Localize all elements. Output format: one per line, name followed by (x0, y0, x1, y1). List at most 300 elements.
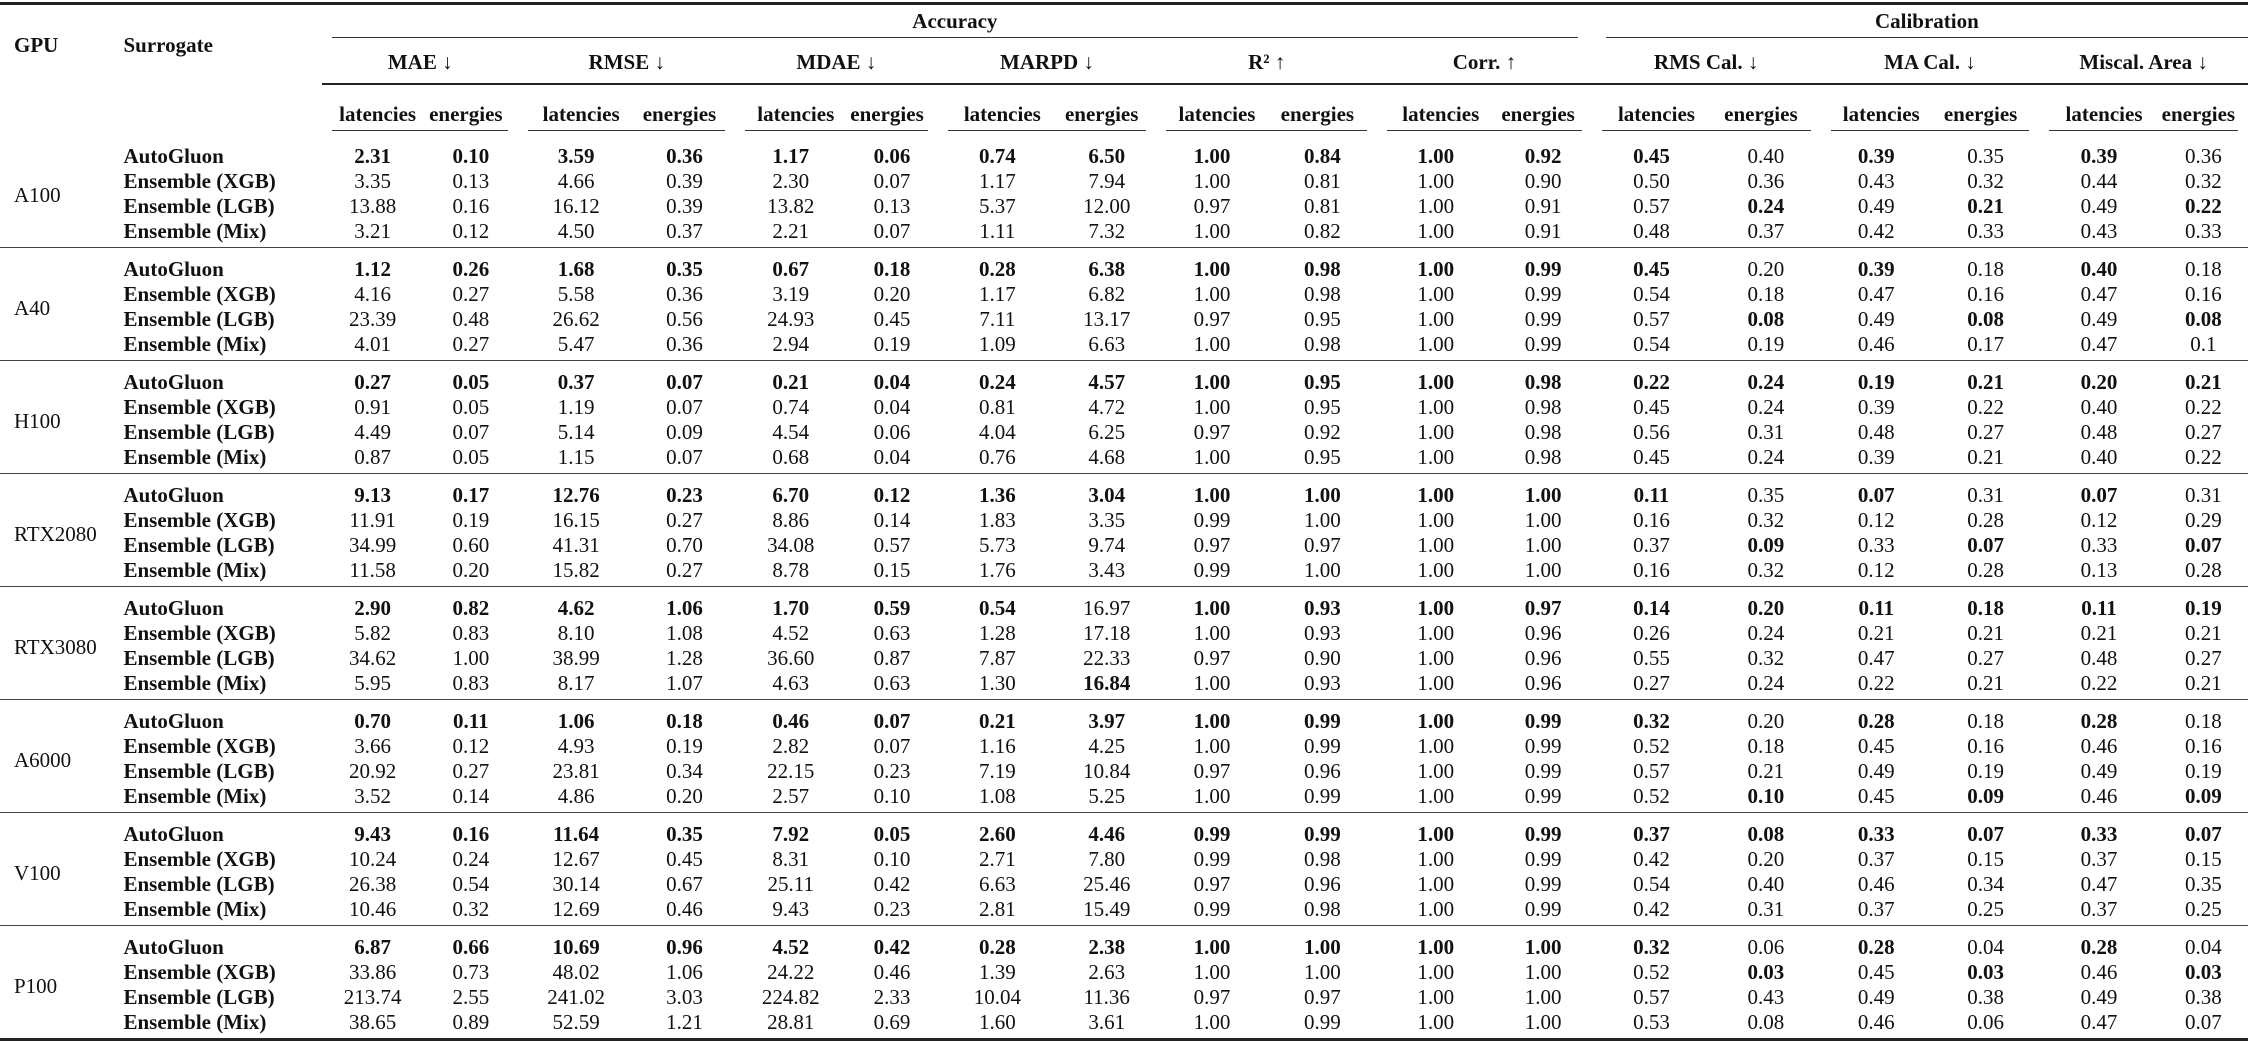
value-cell: 1.00 (1524, 934, 1562, 959)
calibration-group-header (1592, 4, 2248, 42)
value-cell: 1.11 (979, 218, 1016, 243)
value-cell: 1.00 (1524, 557, 1562, 582)
value-cell: 12.67 (552, 846, 600, 871)
value-cell: 0.99 (1524, 821, 1562, 846)
value-cell: 1.00 (1417, 369, 1455, 394)
value-cell: 12.00 (1083, 193, 1131, 218)
value-cell: 1.00 (1524, 984, 1562, 1009)
value-cell: 20.92 (349, 758, 397, 783)
value-cell: 0.09 (666, 419, 703, 444)
value-cell: 0.28 (978, 256, 1016, 281)
subcolumn-label: latencies (745, 102, 846, 131)
value-cell: 0.11 (1858, 595, 1895, 620)
metric-header-ma-cal: MA Cal. ↓ (1821, 41, 2040, 84)
value-cell: 0.35 (1967, 143, 2004, 168)
value-cell: 0.13 (2080, 557, 2118, 582)
value-cell: 1.21 (666, 1009, 703, 1034)
table-row (0, 193, 2248, 218)
value-cell: 0.54 (1633, 281, 1670, 306)
value-cell: 28.81 (767, 1009, 815, 1034)
value-cell: 1.76 (978, 557, 1016, 582)
value-cell: 0.54 (1633, 871, 1670, 896)
value-cell: 3.19 (772, 281, 810, 306)
value-cell: 0.40 (2080, 394, 2118, 419)
value-cell: 13.82 (767, 193, 815, 218)
value-cell: 0.46 (1857, 871, 1895, 896)
metric-header-row (0, 41, 2248, 84)
value-cell: 0.07 (666, 369, 703, 394)
value-cell: 24.22 (767, 959, 815, 984)
results-table-container (0, 2, 2248, 1041)
value-cell: 11.36 (1083, 984, 1130, 1009)
value-cell: 213.74 (343, 984, 402, 1009)
value-cell: 0.16 (1633, 557, 1670, 582)
value-cell: 1.00 (1417, 218, 1455, 243)
value-cell: 0.45 (666, 846, 703, 871)
subcolumn-label: energies (846, 102, 927, 131)
subcolumn-header-energies (1268, 84, 1377, 135)
value-cell: 0.96 (1524, 645, 1562, 670)
value-cell: 1.00 (1417, 645, 1455, 670)
metric-header-r: R² ↑ (1156, 41, 1377, 84)
value-cell: 0.46 (1857, 331, 1895, 356)
value-cell: 0.36 (1747, 168, 1785, 193)
table-row (0, 419, 2248, 444)
subcolumn-label: energies (2159, 102, 2238, 131)
value-cell: 0.82 (1303, 218, 1341, 243)
value-cell: 0.11 (453, 708, 489, 733)
value-cell: 0.97 (1524, 595, 1562, 620)
value-cell: 6.50 (1088, 143, 1126, 168)
value-cell: 0.19 (452, 507, 490, 532)
value-cell: 0.40 (1747, 871, 1785, 896)
subcolumn-label: latencies (1602, 102, 1711, 131)
value-cell: 0.03 (1967, 959, 2004, 984)
value-cell: 0.19 (1857, 369, 1895, 394)
value-cell: 0.99 (1193, 507, 1231, 532)
value-cell: 0.04 (873, 394, 911, 419)
value-cell: 0.04 (2185, 934, 2222, 959)
value-cell: 0.07 (873, 168, 911, 193)
value-cell: 0.43 (2080, 218, 2118, 243)
value-cell: 26.62 (552, 306, 600, 331)
value-cell: 1.00 (1417, 482, 1455, 507)
value-cell: 0.31 (1967, 482, 2004, 507)
value-cell: 0.46 (2080, 783, 2118, 808)
value-cell: 0.89 (452, 1009, 490, 1034)
value-cell: 0.63 (873, 620, 911, 645)
value-cell: 1.00 (1524, 507, 1562, 532)
value-cell: 1.00 (1417, 331, 1455, 356)
value-cell: 0.16 (2185, 281, 2222, 306)
value-cell: 0.18 (666, 708, 703, 733)
surrogate-name: Ensemble (LGB) (123, 532, 275, 557)
value-cell: 0.22 (1857, 670, 1895, 695)
value-cell: 0.45 (1633, 143, 1670, 168)
value-cell: 0.24 (1747, 444, 1785, 469)
value-cell: 0.43 (1857, 168, 1895, 193)
table-header (0, 4, 2248, 136)
table-row (0, 532, 2248, 557)
value-cell: 0.98 (1524, 419, 1562, 444)
value-cell: 25.11 (767, 871, 815, 896)
value-cell: 0.98 (1303, 896, 1341, 921)
value-cell: 0.98 (1524, 394, 1562, 419)
value-cell: 0.48 (452, 306, 490, 331)
value-cell: 0.32 (452, 896, 490, 921)
value-cell: 1.06 (557, 708, 595, 733)
value-cell: 0.97 (1193, 645, 1231, 670)
value-cell: 0.84 (1303, 143, 1341, 168)
value-cell: 1.00 (1193, 256, 1231, 281)
gpu-block-rtx3080 (0, 587, 2248, 700)
value-cell: 1.00 (1417, 733, 1455, 758)
value-cell: 0.97 (1193, 984, 1231, 1009)
gpu-block-a40 (0, 248, 2248, 361)
value-cell: 0.33 (2185, 218, 2222, 243)
value-cell: 0.09 (1967, 783, 2004, 808)
value-cell: 4.01 (354, 331, 391, 356)
value-cell: 0.22 (2080, 670, 2118, 695)
value-cell: 0.33 (1857, 821, 1895, 846)
value-cell: 0.16 (452, 193, 490, 218)
value-cell: 30.14 (552, 871, 600, 896)
value-cell: 0.03 (2185, 959, 2222, 984)
value-cell: 0.52 (1633, 733, 1670, 758)
metric-header-miscal-area: Miscal. Area ↓ (2039, 41, 2248, 84)
table-row (0, 959, 2248, 984)
value-cell: 23.81 (552, 758, 600, 783)
value-cell: 0.24 (1747, 670, 1785, 695)
value-cell: 0.19 (873, 331, 911, 356)
value-cell: 0.07 (2185, 821, 2222, 846)
value-cell: 0.28 (1857, 708, 1895, 733)
value-cell: 0.69 (873, 1009, 911, 1034)
surrogate-name: Ensemble (XGB) (123, 394, 276, 419)
value-cell: 0.28 (978, 934, 1016, 959)
value-cell: 0.12 (452, 218, 490, 243)
value-cell: 0.95 (1303, 306, 1341, 331)
value-cell: 10.69 (552, 934, 600, 959)
value-cell: 5.82 (354, 620, 391, 645)
value-cell: 0.23 (666, 482, 703, 507)
value-cell: 0.28 (1967, 507, 2004, 532)
value-cell: 0.87 (873, 645, 911, 670)
value-cell: 0.82 (452, 595, 490, 620)
value-cell: 0.83 (452, 620, 490, 645)
value-cell: 1.00 (1417, 984, 1455, 1009)
value-cell: 0.57 (873, 532, 911, 557)
value-cell: 1.00 (1524, 1009, 1562, 1034)
value-cell: 0.46 (666, 896, 703, 921)
value-cell: 6.38 (1088, 256, 1126, 281)
value-cell: 0.92 (1303, 419, 1341, 444)
value-cell: 0.37 (1633, 532, 1670, 557)
value-cell: 9.43 (772, 896, 810, 921)
value-cell: 0.49 (2080, 306, 2118, 331)
value-cell: 0.21 (1967, 193, 2004, 218)
subcolumn-header-latencies (1821, 84, 1932, 135)
value-cell: 3.35 (1088, 507, 1126, 532)
subcolumn-header-latencies (1592, 84, 1711, 135)
value-cell: 0.27 (1967, 419, 2004, 444)
value-cell: 0.21 (772, 369, 810, 394)
value-cell: 0.27 (2185, 645, 2222, 670)
value-cell: 0.35 (666, 256, 703, 281)
subcolumn-label: energies (423, 102, 508, 131)
value-cell: 4.62 (557, 595, 595, 620)
metric-header-marpd: MARPD ↓ (938, 41, 1157, 84)
value-cell: 0.50 (1633, 168, 1670, 193)
value-cell: 0.12 (1857, 557, 1895, 582)
value-cell: 0.33 (2080, 821, 2118, 846)
value-cell: 0.99 (1303, 1009, 1341, 1034)
value-cell: 0.99 (1524, 758, 1562, 783)
value-cell: 0.57 (1633, 984, 1670, 1009)
table-row (0, 846, 2248, 871)
value-cell: 6.70 (772, 482, 810, 507)
value-cell: 0.97 (1193, 532, 1231, 557)
value-cell: 3.52 (354, 783, 391, 808)
value-cell: 0.90 (1524, 168, 1562, 193)
value-cell: 0.98 (1303, 256, 1341, 281)
value-cell: 0.40 (2080, 444, 2118, 469)
value-cell: 0.99 (1193, 557, 1231, 582)
value-cell: 1.00 (1417, 896, 1455, 921)
value-cell: 0.04 (1967, 934, 2004, 959)
table-row (0, 813, 2248, 847)
accuracy-group-label: Accuracy (332, 9, 1578, 38)
value-cell: 9.13 (354, 482, 391, 507)
value-cell: 4.16 (354, 281, 391, 306)
value-cell: 4.54 (772, 419, 810, 444)
value-cell: 0.97 (1193, 419, 1231, 444)
value-cell: 0.73 (452, 959, 490, 984)
value-cell: 41.31 (552, 532, 600, 557)
value-cell: 5.95 (354, 670, 391, 695)
table-row (0, 218, 2248, 248)
value-cell: 0.99 (1303, 733, 1341, 758)
value-cell: 0.26 (452, 256, 490, 281)
value-cell: 0.06 (873, 143, 911, 168)
value-cell: 1.00 (1417, 256, 1455, 281)
value-cell: 10.46 (349, 896, 397, 921)
value-cell: 0.27 (452, 758, 490, 783)
value-cell: 0.31 (2185, 482, 2222, 507)
subcolumn-header-latencies (1377, 84, 1494, 135)
value-cell: 2.63 (1088, 959, 1126, 984)
value-cell: 4.86 (557, 783, 595, 808)
value-cell: 6.63 (978, 871, 1016, 896)
table-row (0, 281, 2248, 306)
value-cell: 5.14 (557, 419, 595, 444)
value-cell: 0.70 (666, 532, 703, 557)
value-cell: 0.49 (2080, 758, 2118, 783)
value-cell: 0.33 (1967, 218, 2004, 243)
value-cell: 0.39 (1857, 143, 1895, 168)
surrogate-name: Ensemble (XGB) (123, 620, 276, 645)
value-cell: 0.21 (978, 708, 1016, 733)
surrogate-name: Ensemble (LGB) (123, 984, 275, 1009)
value-cell: 1.00 (1303, 934, 1341, 959)
value-cell: 0.06 (1967, 1009, 2004, 1034)
subcolumn-label: energies (1495, 102, 1582, 131)
value-cell: 0.32 (1967, 168, 2004, 193)
value-cell: 3.61 (1088, 1009, 1126, 1034)
surrogate-name: AutoGluon (123, 256, 224, 281)
value-cell: 11.58 (349, 557, 396, 582)
value-cell: 0.98 (1524, 369, 1562, 394)
value-cell: 0.32 (1747, 645, 1785, 670)
value-cell: 0.19 (1747, 331, 1785, 356)
value-cell: 0.18 (2185, 708, 2222, 733)
value-cell: 6.87 (354, 934, 391, 959)
value-cell: 0.97 (1193, 306, 1231, 331)
value-cell: 0.99 (1524, 846, 1562, 871)
surrogate-name: Ensemble (XGB) (123, 733, 276, 758)
value-cell: 0.98 (1303, 281, 1341, 306)
value-cell: 0.99 (1303, 821, 1341, 846)
value-cell: 0.28 (1967, 557, 2004, 582)
value-cell: 1.00 (1417, 168, 1455, 193)
subcolumn-header-latencies (322, 84, 423, 135)
value-cell: 0.08 (1747, 306, 1785, 331)
value-cell: 0.37 (1857, 896, 1895, 921)
value-cell: 0.07 (2185, 1009, 2222, 1034)
value-cell: 0.19 (1967, 758, 2004, 783)
value-cell: 0.95 (1303, 394, 1341, 419)
value-cell: 1.00 (1303, 507, 1341, 532)
surrogate-name: AutoGluon (123, 821, 224, 846)
value-cell: 0.99 (1193, 846, 1231, 871)
value-cell: 0.59 (873, 595, 911, 620)
subcolumn-label: energies (1268, 102, 1367, 131)
table-row (0, 331, 2248, 361)
value-cell: 0.08 (2185, 306, 2222, 331)
table-row (0, 306, 2248, 331)
value-cell: 1.00 (1524, 959, 1562, 984)
gpu-name: A6000 (14, 748, 72, 772)
value-cell: 1.00 (1417, 1009, 1455, 1034)
value-cell: 1.08 (978, 783, 1016, 808)
value-cell: 0.31 (1747, 896, 1785, 921)
value-cell: 0.91 (1524, 193, 1562, 218)
surrogate-name: Ensemble (Mix) (123, 896, 267, 921)
value-cell: 1.00 (1193, 331, 1231, 356)
subcolumn-header-latencies (2039, 84, 2158, 135)
surrogate-name: Ensemble (XGB) (123, 959, 276, 984)
gpu-block-h100 (0, 361, 2248, 474)
surrogate-name: Ensemble (XGB) (123, 507, 276, 532)
table-row (0, 507, 2248, 532)
value-cell: 2.33 (873, 984, 911, 1009)
value-cell: 0.98 (1524, 444, 1562, 469)
value-cell: 1.00 (452, 645, 490, 670)
value-cell: 1.00 (1417, 507, 1455, 532)
value-cell: 0.12 (1857, 507, 1895, 532)
value-cell: 0.28 (2080, 934, 2118, 959)
subcolumn-header-energies (846, 84, 937, 135)
value-cell: 0.87 (354, 444, 391, 469)
value-cell: 1.00 (1193, 620, 1231, 645)
value-cell: 0.22 (1633, 369, 1670, 394)
value-cell: 0.23 (873, 896, 911, 921)
gpu-name: RTX2080 (14, 522, 97, 546)
value-cell: 0.13 (873, 193, 911, 218)
value-cell: 0.20 (873, 281, 911, 306)
gpu-block-p100 (0, 926, 2248, 1040)
value-cell: 1.00 (1193, 168, 1231, 193)
value-cell: 0.96 (1524, 620, 1562, 645)
value-cell: 0.96 (666, 934, 703, 959)
value-cell: 0.48 (2080, 419, 2118, 444)
value-cell: 0.37 (557, 369, 595, 394)
surrogate-name: Ensemble (Mix) (123, 444, 267, 469)
subcolumn-header-latencies (938, 84, 1057, 135)
table-row (0, 394, 2248, 419)
value-cell: 1.00 (1417, 394, 1455, 419)
metric-header-mae: MAE ↓ (322, 41, 518, 84)
value-cell: 0.76 (978, 444, 1016, 469)
value-cell: 4.68 (1088, 444, 1126, 469)
value-cell: 0.07 (873, 218, 911, 243)
value-cell: 0.21 (2080, 620, 2118, 645)
value-cell: 0.43 (1747, 984, 1785, 1009)
value-cell: 1.00 (1193, 733, 1231, 758)
gpu-name: H100 (14, 409, 61, 433)
table-row (0, 733, 2248, 758)
value-cell: 0.81 (1303, 193, 1341, 218)
table-row (0, 645, 2248, 670)
value-cell: 0.21 (1747, 758, 1785, 783)
value-cell: 0.57 (1633, 306, 1670, 331)
value-cell: 1.17 (978, 168, 1016, 193)
surrogate-name: Ensemble (Mix) (123, 1009, 267, 1034)
value-cell: 38.65 (349, 1009, 397, 1034)
value-cell: 0.13 (452, 168, 490, 193)
value-cell: 34.08 (767, 532, 815, 557)
value-cell: 0.99 (1524, 331, 1562, 356)
value-cell: 0.18 (1747, 733, 1785, 758)
value-cell: 5.25 (1088, 783, 1126, 808)
value-cell: 0.27 (2185, 419, 2222, 444)
value-cell: 0.34 (1967, 871, 2004, 896)
value-cell: 0.46 (873, 959, 911, 984)
value-cell: 26.38 (349, 871, 397, 896)
empty-cell (0, 84, 119, 135)
value-cell: 25.46 (1083, 871, 1131, 896)
subcolumn-header-latencies (518, 84, 633, 135)
value-cell: 0.16 (2185, 733, 2222, 758)
value-cell: 10.84 (1083, 758, 1131, 783)
value-cell: 2.60 (978, 821, 1016, 846)
value-cell: 0.93 (1303, 620, 1341, 645)
subcolumn-label: energies (1932, 102, 2029, 131)
value-cell: 0.17 (452, 482, 490, 507)
value-cell: 13.17 (1083, 306, 1131, 331)
value-cell: 0.99 (1524, 256, 1562, 281)
subcolumn-header-energies (2159, 84, 2248, 135)
surrogate-name: AutoGluon (123, 708, 224, 733)
value-cell: 0.33 (1857, 532, 1895, 557)
value-cell: 0.24 (452, 846, 490, 871)
value-cell: 10.04 (973, 984, 1021, 1009)
gpu-block-v100 (0, 813, 2248, 926)
value-cell: 0.39 (1857, 394, 1895, 419)
value-cell: 0.40 (2080, 256, 2118, 281)
value-cell: 0.36 (666, 281, 703, 306)
value-cell: 1.00 (1417, 670, 1455, 695)
